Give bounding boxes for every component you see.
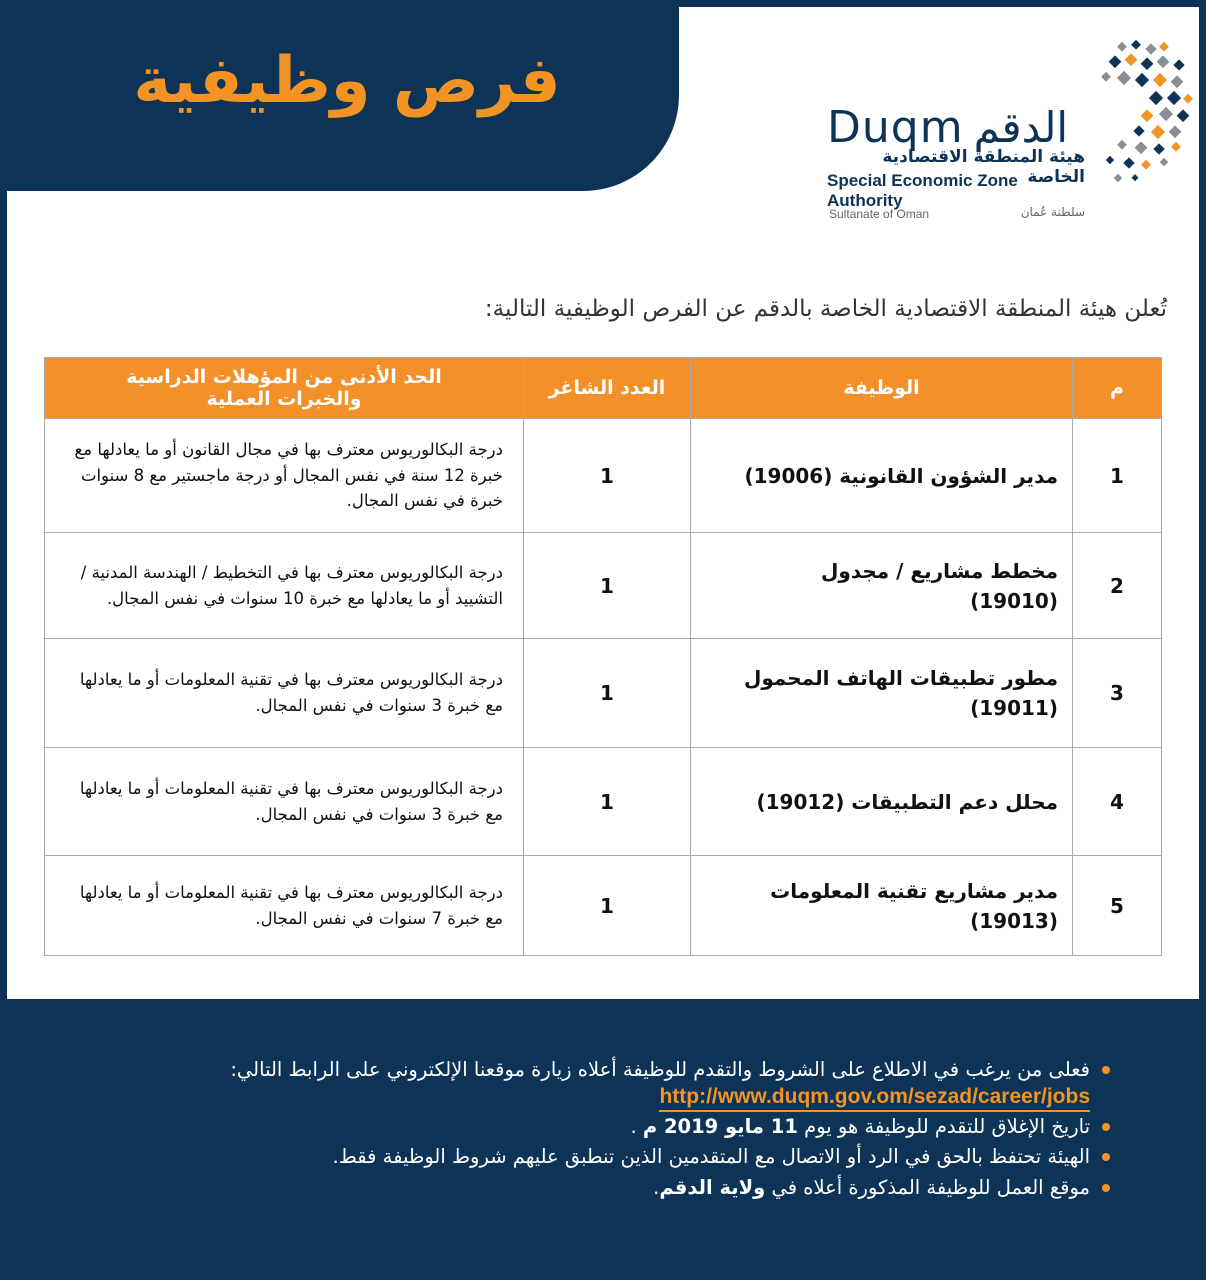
row-qualification: درجة البكالوريوس معترف بها في التخطيط / الهندسة المدنية / التشييد أو ما يعادلها مع خبرة 10 سنوات في نفس المجال. <box>45 533 524 639</box>
apply-text: فعلى من يرغب في الاطلاع على الشروط والتقدم للوظيفة أعلاه زيارة موقعنا الإلكتروني على الرابط التالي: <box>230 1058 1090 1081</box>
bullet-icon <box>1102 1184 1110 1192</box>
row-title <box>691 533 1073 639</box>
footer-notes <box>110 1055 1110 1203</box>
header-num: م <box>1073 358 1162 419</box>
row-title <box>691 748 1073 856</box>
jobs-table <box>44 357 1162 956</box>
duqm-logo <box>819 37 1199 227</box>
authority-name-ar: هيئة المنطقة الاقتصادية الخاصة <box>882 147 1085 187</box>
table-row <box>45 419 1162 533</box>
row-title-line1: مدير الشؤون القانونية (19006) <box>744 463 1058 488</box>
table-row <box>45 748 1162 856</box>
reserve-text: الهيئة تحتفظ بالحق في الرد أو الاتصال مع المتقدمين الذين تنطبق عليهم شروط الوظيفة فقط. <box>332 1145 1090 1169</box>
row-qualification: درجة البكالوريوس معترف بها في تقنية المعلومات أو ما يعادلها مع خبرة 3 سنوات في نفس المجال. <box>45 748 524 856</box>
intro-text: تُعلن هيئة المنطقة الاقتصادية الخاصة بالدقم عن الفرص الوظيفية التالية: <box>484 296 1167 322</box>
header-title: الوظيفة <box>691 358 1073 419</box>
row-vacancies: 1 <box>524 419 691 533</box>
link-row <box>110 1085 1110 1112</box>
row-title-line1: محلل دعم التطبيقات (19012) <box>756 789 1058 814</box>
closing-suffix: . <box>630 1115 643 1139</box>
row-num: 3 <box>1073 639 1162 748</box>
table-row <box>45 533 1162 639</box>
row-title-line1: مخطط مشاريع / مجدول <box>821 558 1058 583</box>
row-title <box>691 856 1073 956</box>
row-qualification: درجة البكالوريوس معترف بها في تقنية المعلومات أو ما يعادلها مع خبرة 3 سنوات في نفس المجال. <box>45 639 524 748</box>
list-item <box>110 1055 1110 1085</box>
location-suffix: . <box>653 1175 660 1199</box>
dots-mark-icon <box>1089 37 1199 187</box>
list-item <box>110 1142 1110 1172</box>
row-vacancies: 1 <box>524 533 691 639</box>
table-header-row <box>45 358 1162 419</box>
row-qualification: درجة البكالوريوس معترف بها في تقنية المعلومات أو ما يعادلها مع خبرة 7 سنوات في نفس المجال. <box>45 856 524 956</box>
table-row <box>45 639 1162 748</box>
table-row <box>45 856 1162 956</box>
list-item <box>110 1112 1110 1142</box>
row-title <box>691 639 1073 748</box>
row-title-line2: (19010) <box>970 588 1058 613</box>
sultanate-en: Sultanate of Oman <box>829 207 930 221</box>
title-banner <box>7 7 679 191</box>
row-num: 5 <box>1073 856 1162 956</box>
row-title-line1: مطور تطبيقات الهاتف المحمول <box>743 666 1058 690</box>
location-prefix: موقع العمل للوظيفة المذكورة أعلاه في <box>765 1175 1090 1199</box>
row-title-line1: مدير مشاريع تقنية المعلومات <box>770 878 1058 903</box>
sultanate-ar: سلطنة عُمان <box>1020 205 1085 219</box>
closing-date: 11 مايو 2019 م <box>642 1115 798 1139</box>
location-place: ولاية الدقم <box>659 1175 766 1199</box>
closing-prefix: تاريخ الإغلاق للتقدم للوظيفة هو يوم <box>797 1115 1090 1139</box>
header-qualifications <box>45 358 524 419</box>
row-num: 2 <box>1073 533 1162 639</box>
row-qualification: درجة البكالوريوس معترف بها في مجال القانون أو ما يعادلها مع خبرة 12 سنة في نفس المجال أو درجة ماجستير مع 8 سنوات خبرة في نفس المجال. <box>45 419 524 533</box>
row-title-line2: (19011) <box>970 696 1058 720</box>
authority-name-en: Special Economic Zone Authority <box>827 171 1018 210</box>
row-vacancies: 1 <box>524 748 691 856</box>
bullet-icon <box>1102 1066 1110 1074</box>
header-qual-line2: والخبرات العملية <box>206 388 362 410</box>
page-title: فرص وظيفية <box>133 44 561 118</box>
logo-arabic-name: الدقم <box>973 103 1069 152</box>
bullet-icon <box>1102 1123 1110 1131</box>
list-item <box>110 1173 1110 1203</box>
row-vacancies: 1 <box>524 856 691 956</box>
row-vacancies: 1 <box>524 639 691 748</box>
bullet-icon <box>1102 1153 1110 1161</box>
row-num: 1 <box>1073 419 1162 533</box>
careers-link[interactable]: http://www.duqm.gov.om/sezad/career/jobs <box>659 1085 1090 1112</box>
logo-latin-name: Duqm <box>827 102 964 153</box>
row-title <box>691 419 1073 533</box>
header-qual-line1: الحد الأدنى من المؤهلات الدراسية <box>126 366 442 388</box>
row-num: 4 <box>1073 748 1162 856</box>
row-title-line2: (19013) <box>970 908 1058 933</box>
header-vacancies: العدد الشاغر <box>524 358 691 419</box>
